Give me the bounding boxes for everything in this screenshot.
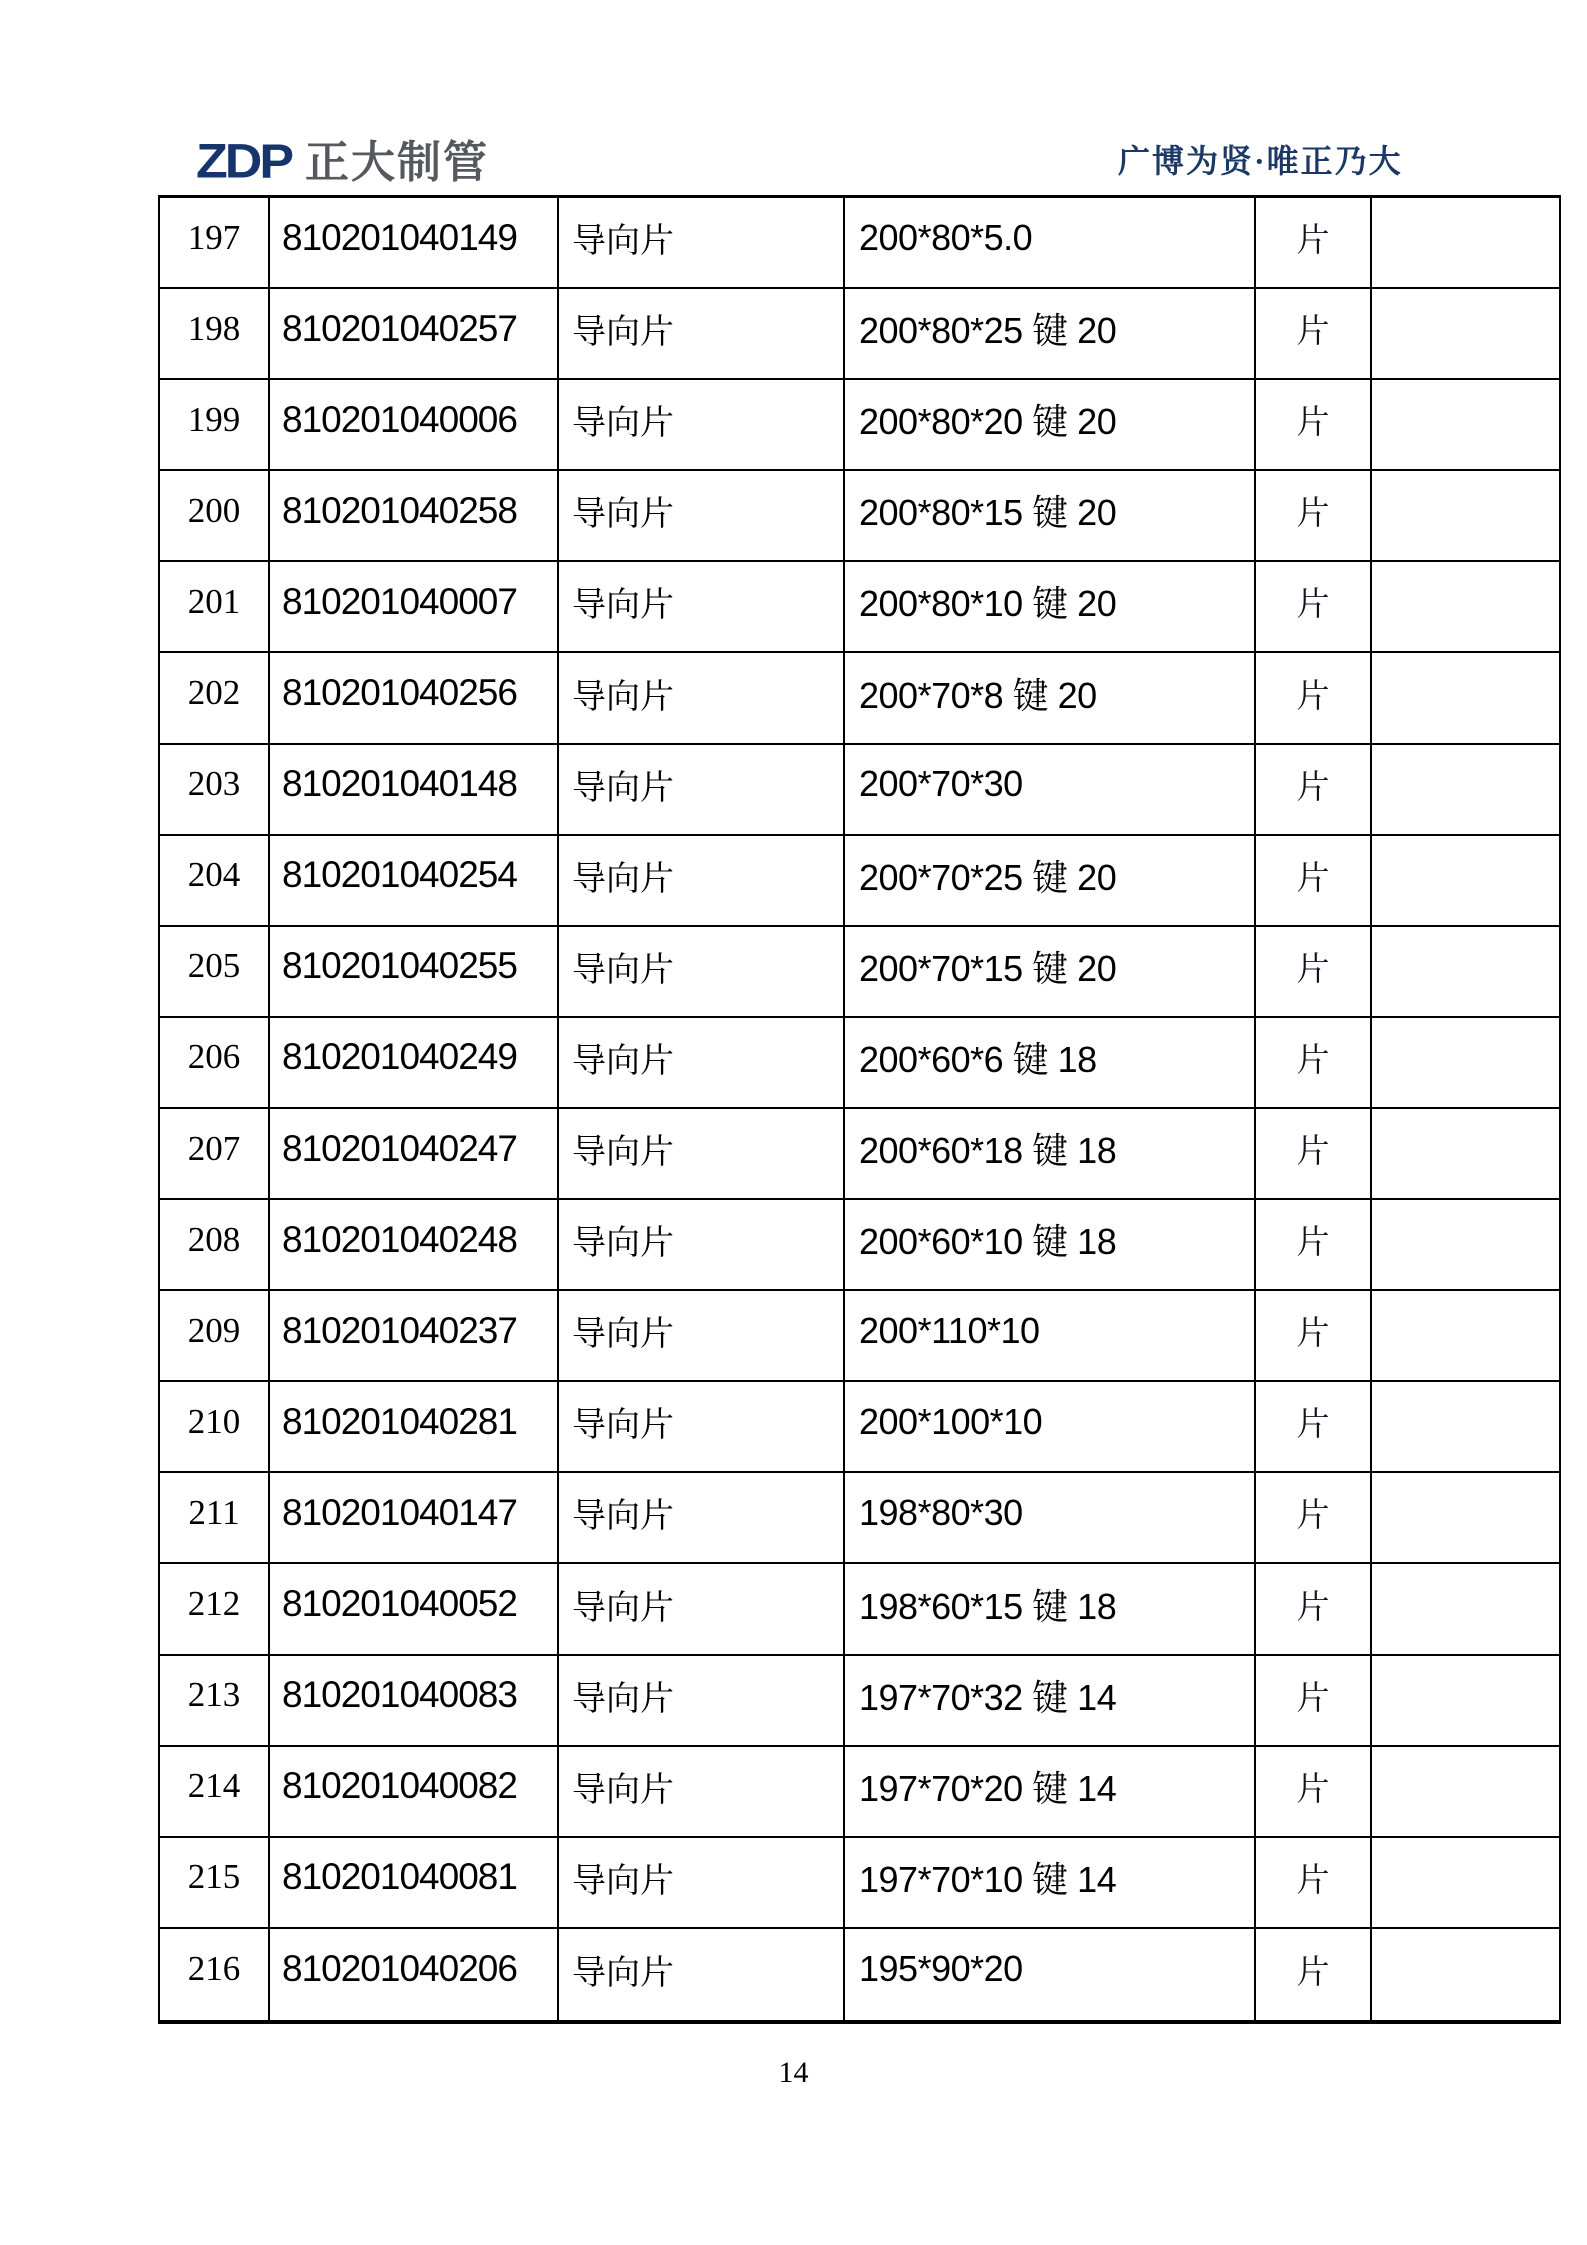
unit-cell: 片 xyxy=(1256,653,1372,744)
material-name-cell: 导向片 xyxy=(559,1929,845,2020)
row-number-cell: 209 xyxy=(160,1291,270,1382)
material-name-cell: 导向片 xyxy=(559,562,845,653)
material-name-cell: 导向片 xyxy=(559,380,845,471)
spec-cell: 198*60*15 键 18 xyxy=(845,1564,1256,1655)
spec-cell: 200*60*6 键 18 xyxy=(845,1018,1256,1109)
material-code-cell: 810201040052 xyxy=(270,1564,559,1655)
material-code-cell: 810201040258 xyxy=(270,471,559,562)
material-code-cell: 810201040206 xyxy=(270,1929,559,2020)
row-number-cell: 210 xyxy=(160,1382,270,1473)
unit-cell: 片 xyxy=(1256,1382,1372,1473)
material-code-cell: 810201040281 xyxy=(270,1382,559,1473)
unit-cell: 片 xyxy=(1256,836,1372,927)
page-number: 14 xyxy=(778,2056,809,2089)
material-name-cell: 导向片 xyxy=(559,1382,845,1473)
material-code-cell: 810201040257 xyxy=(270,289,559,380)
row-number-cell: 197 xyxy=(160,198,270,289)
remark-cell xyxy=(1372,1564,1559,1655)
row-number-cell: 198 xyxy=(160,289,270,380)
parts-table xyxy=(158,195,1561,2024)
material-name-cell: 导向片 xyxy=(559,927,845,1018)
unit-cell: 片 xyxy=(1256,562,1372,653)
remark-cell xyxy=(1372,1929,1559,2020)
unit-cell: 片 xyxy=(1256,1929,1372,2020)
row-number-cell: 208 xyxy=(160,1200,270,1291)
material-name-cell: 导向片 xyxy=(559,1291,845,1382)
spec-cell: 197*70*32 键 14 xyxy=(845,1656,1256,1747)
row-number-cell: 207 xyxy=(160,1109,270,1200)
row-number-cell: 202 xyxy=(160,653,270,744)
material-code-cell: 810201040249 xyxy=(270,1018,559,1109)
spec-cell: 195*90*20 xyxy=(845,1929,1256,2020)
remark-cell xyxy=(1372,836,1559,927)
remark-cell xyxy=(1372,1656,1559,1747)
remark-cell xyxy=(1372,1382,1559,1473)
material-name-cell: 导向片 xyxy=(559,745,845,836)
unit-cell: 片 xyxy=(1256,1018,1372,1109)
spec-cell: 200*70*15 键 20 xyxy=(845,927,1256,1018)
row-number-cell: 203 xyxy=(160,745,270,836)
row-number-cell: 211 xyxy=(160,1473,270,1564)
company-slogan: 广博为贤·唯正乃大 xyxy=(1118,143,1403,179)
unit-cell: 片 xyxy=(1256,1200,1372,1291)
material-name-cell: 导向片 xyxy=(559,1018,845,1109)
spec-cell: 200*80*25 键 20 xyxy=(845,289,1256,380)
row-number-cell: 216 xyxy=(160,1929,270,2020)
material-code-cell: 810201040081 xyxy=(270,1838,559,1929)
unit-cell: 片 xyxy=(1256,289,1372,380)
remark-cell xyxy=(1372,927,1559,1018)
remark-cell xyxy=(1372,1109,1559,1200)
material-name-cell: 导向片 xyxy=(559,653,845,744)
material-code-cell: 810201040254 xyxy=(270,836,559,927)
row-number-cell: 201 xyxy=(160,562,270,653)
unit-cell: 片 xyxy=(1256,1473,1372,1564)
remark-cell xyxy=(1372,653,1559,744)
material-name-cell: 导向片 xyxy=(559,1656,845,1747)
material-name-cell: 导向片 xyxy=(559,1838,845,1929)
spec-cell: 200*80*5.0 xyxy=(845,198,1256,289)
material-name-cell: 导向片 xyxy=(559,471,845,562)
spec-cell: 200*110*10 xyxy=(845,1291,1256,1382)
material-name-cell: 导向片 xyxy=(559,1200,845,1291)
row-number-cell: 200 xyxy=(160,471,270,562)
remark-cell xyxy=(1372,1018,1559,1109)
remark-cell xyxy=(1372,1473,1559,1564)
material-code-cell: 810201040248 xyxy=(270,1200,559,1291)
material-name-cell: 导向片 xyxy=(559,1109,845,1200)
material-code-cell: 810201040148 xyxy=(270,745,559,836)
unit-cell: 片 xyxy=(1256,1109,1372,1200)
spec-cell: 200*70*25 键 20 xyxy=(845,836,1256,927)
remark-cell xyxy=(1372,380,1559,471)
remark-cell xyxy=(1372,1200,1559,1291)
company-name: 正大制管 xyxy=(305,138,489,187)
material-name-cell: 导向片 xyxy=(559,836,845,927)
material-code-cell: 810201040256 xyxy=(270,653,559,744)
unit-cell: 片 xyxy=(1256,745,1372,836)
spec-cell: 197*70*10 键 14 xyxy=(845,1838,1256,1929)
material-name-cell: 导向片 xyxy=(559,198,845,289)
material-code-cell: 810201040006 xyxy=(270,380,559,471)
material-code-cell: 810201040149 xyxy=(270,198,559,289)
unit-cell: 片 xyxy=(1256,1564,1372,1655)
remark-cell xyxy=(1372,198,1559,289)
unit-cell: 片 xyxy=(1256,927,1372,1018)
row-number-cell: 213 xyxy=(160,1656,270,1747)
material-name-cell: 导向片 xyxy=(559,1473,845,1564)
remark-cell xyxy=(1372,1291,1559,1382)
row-number-cell: 205 xyxy=(160,927,270,1018)
remark-cell xyxy=(1372,562,1559,653)
spec-cell: 200*60*10 键 18 xyxy=(845,1200,1256,1291)
spec-cell: 200*80*15 键 20 xyxy=(845,471,1256,562)
material-code-cell: 810201040083 xyxy=(270,1656,559,1747)
material-code-cell: 810201040247 xyxy=(270,1109,559,1200)
spec-cell: 200*100*10 xyxy=(845,1382,1256,1473)
remark-cell xyxy=(1372,1838,1559,1929)
unit-cell: 片 xyxy=(1256,1747,1372,1838)
material-code-cell: 810201040255 xyxy=(270,927,559,1018)
unit-cell: 片 xyxy=(1256,471,1372,562)
spec-cell: 197*70*20 键 14 xyxy=(845,1747,1256,1838)
material-code-cell: 810201040007 xyxy=(270,562,559,653)
unit-cell: 片 xyxy=(1256,1838,1372,1929)
material-code-cell: 810201040237 xyxy=(270,1291,559,1382)
unit-cell: 片 xyxy=(1256,1656,1372,1747)
row-number-cell: 214 xyxy=(160,1747,270,1838)
remark-cell xyxy=(1372,1747,1559,1838)
spec-cell: 200*70*8 键 20 xyxy=(845,653,1256,744)
material-name-cell: 导向片 xyxy=(559,289,845,380)
remark-cell xyxy=(1372,471,1559,562)
unit-cell: 片 xyxy=(1256,1291,1372,1382)
row-number-cell: 199 xyxy=(160,380,270,471)
material-name-cell: 导向片 xyxy=(559,1747,845,1838)
material-name-cell: 导向片 xyxy=(559,1564,845,1655)
row-number-cell: 204 xyxy=(160,836,270,927)
material-code-cell: 810201040082 xyxy=(270,1747,559,1838)
material-code-cell: 810201040147 xyxy=(270,1473,559,1564)
spec-cell: 200*80*20 键 20 xyxy=(845,380,1256,471)
spec-cell: 198*80*30 xyxy=(845,1473,1256,1564)
zdp-logo-text: ZDP xyxy=(196,135,291,189)
spec-cell: 200*80*10 键 20 xyxy=(845,562,1256,653)
company-logo xyxy=(196,134,489,189)
unit-cell: 片 xyxy=(1256,198,1372,289)
remark-cell xyxy=(1372,745,1559,836)
remark-cell xyxy=(1372,289,1559,380)
spec-cell: 200*70*30 xyxy=(845,745,1256,836)
row-number-cell: 206 xyxy=(160,1018,270,1109)
row-number-cell: 212 xyxy=(160,1564,270,1655)
row-number-cell: 215 xyxy=(160,1838,270,1929)
unit-cell: 片 xyxy=(1256,380,1372,471)
spec-cell: 200*60*18 键 18 xyxy=(845,1109,1256,1200)
